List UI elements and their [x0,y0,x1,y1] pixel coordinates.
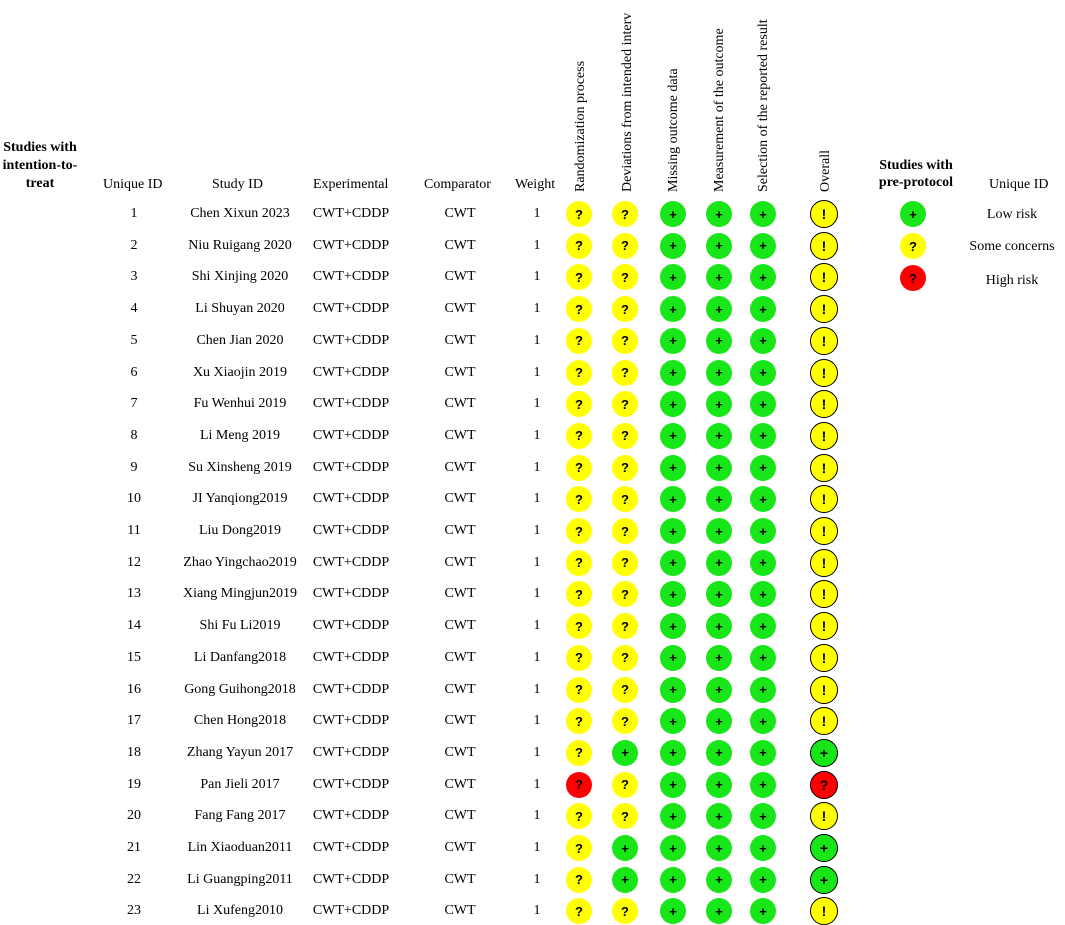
experimental-cell: CWT+CDDP [312,776,390,792]
study-id-cell: Li Xufeng2010 [197,903,283,919]
comparator-cell: CWT [444,364,476,380]
experimental-cell: CWT+CDDP [312,808,390,824]
risk-some-icon: ? [566,423,592,449]
risk-low-icon: + [706,550,732,576]
risk-low-icon: + [750,867,776,893]
unique-id-cell: 8 [130,427,138,443]
risk-some-icon: ? [566,455,592,481]
comparator-cell: CWT [444,871,476,887]
unique-id-cell: 11 [127,523,141,538]
risk-some-icon: ? [612,772,638,798]
risk-some-icon: ? [566,613,592,639]
risk-low-icon: + [706,486,732,512]
risk-some-icon: ? [612,233,638,259]
risk-low-icon: + [660,296,686,322]
risk-low-icon: + [660,233,686,259]
risk-low-icon: + [706,613,732,639]
legend-label: Low risk [986,207,1038,222]
comparator-cell: CWT [444,808,476,824]
study-id-cell: Fu Wenhui 2019 [193,396,287,412]
risk-some-icon: ? [566,233,592,259]
overall-some-icon: ! [810,200,838,228]
overall-some-icon: ! [810,422,838,450]
risk-some-icon: ? [566,898,592,924]
legend-column-header: Unique ID [989,177,1049,192]
overall-low-icon: + [810,834,838,862]
unique-id-cell: 13 [127,586,141,602]
unique-id-cell: 17 [127,713,141,729]
risk-low-icon: + [706,740,732,766]
experimental-cell: CWT+CDDP [312,681,390,697]
unique-id-cell: 9 [130,459,138,475]
experimental-cell: CWT+CDDP [312,206,390,221]
experimental-cell: CWT+CDDP [312,744,390,760]
unique-id-cell: 10 [127,491,141,507]
weight-cell: 1 [533,523,541,538]
unique-id-cell: 23 [127,903,141,919]
risk-low-icon: + [750,740,776,766]
risk-low-icon: + [660,772,686,798]
risk-some-icon: ? [566,677,592,703]
experimental-cell: CWT+CDDP [312,237,390,253]
risk-low-icon: + [660,486,686,512]
legend-some-icon: ? [900,233,926,259]
unique-id-cell: 16 [127,681,141,697]
risk-some-icon: ? [566,550,592,576]
unique-id-cell: 21 [127,840,141,855]
experimental-cell: CWT+CDDP [312,649,390,665]
risk-low-icon: + [660,803,686,829]
overall-some-icon: ! [810,454,838,482]
unique-id-cell: 2 [130,237,138,253]
risk-low-icon: + [612,867,638,893]
header-domain-selection: Selection of the reported result [756,19,771,192]
risk-some-icon: ? [566,708,592,734]
header-unique-id: Unique ID [103,177,163,192]
weight-cell: 1 [533,681,541,697]
comparator-cell: CWT [444,649,476,665]
experimental-cell: CWT+CDDP [312,586,390,602]
overall-some-icon: ! [810,359,838,387]
risk-some-icon: ? [612,803,638,829]
risk-some-icon: ? [612,898,638,924]
risk-some-icon: ? [612,391,638,417]
risk-low-icon: + [660,423,686,449]
left-title-line: intention-to- [2,158,78,173]
risk-low-icon: + [706,391,732,417]
overall-some-icon: ! [810,897,838,925]
weight-cell: 1 [533,871,541,887]
risk-low-icon: + [706,518,732,544]
risk-low-icon: + [612,740,638,766]
risk-low-icon: + [706,581,732,607]
risk-low-icon: + [750,772,776,798]
weight-cell: 1 [533,808,541,824]
comparator-cell: CWT [444,459,476,475]
overall-some-icon: ! [810,517,838,545]
risk-low-icon: + [706,201,732,227]
risk-some-icon: ? [612,423,638,449]
overall-some-icon: ! [810,676,838,704]
weight-cell: 1 [533,459,541,475]
risk-some-icon: ? [612,581,638,607]
risk-some-icon: ? [566,328,592,354]
risk-low-icon: + [660,835,686,861]
risk-low-icon: + [750,645,776,671]
left-title-line: Studies with [3,140,77,155]
risk-low-icon: + [660,391,686,417]
risk-low-icon: + [660,360,686,386]
left-title-line: treat [25,176,55,191]
risk-low-icon: + [660,740,686,766]
risk-some-icon: ? [566,835,592,861]
study-id-cell: Xiang Mingjun2019 [183,586,297,602]
overall-some-icon: ! [810,485,838,513]
risk-some-icon: ? [566,264,592,290]
header-domain-deviations: Deviations from intended interv [620,12,635,192]
risk-low-icon: + [750,677,776,703]
weight-cell: 1 [533,744,541,760]
study-id-cell: Su Xinsheng 2019 [188,459,292,475]
comparator-cell: CWT [444,523,476,538]
weight-cell: 1 [533,903,541,919]
risk-some-icon: ? [566,360,592,386]
comparator-cell: CWT [444,332,476,348]
risk-low-icon: + [660,518,686,544]
risk-low-icon: + [706,296,732,322]
risk-low-icon: + [660,898,686,924]
risk-low-icon: + [706,645,732,671]
risk-low-icon: + [706,360,732,386]
header-domain-missing: Missing outcome data [666,68,681,192]
risk-low-icon: + [706,708,732,734]
risk-some-icon: ? [612,201,638,227]
comparator-cell: CWT [444,681,476,697]
unique-id-cell: 7 [130,396,138,412]
experimental-cell: CWT+CDDP [312,554,390,570]
risk-some-icon: ? [566,867,592,893]
weight-cell: 1 [533,427,541,443]
left-title [0,139,80,193]
risk-some-icon: ? [612,360,638,386]
risk-low-icon: + [750,423,776,449]
study-id-cell: Liu Dong2019 [198,523,282,538]
experimental-cell: CWT+CDDP [312,840,390,855]
comparator-cell: CWT [444,618,476,634]
overall-some-icon: ! [810,390,838,418]
legend-label: High risk [985,273,1039,288]
weight-cell: 1 [533,840,541,855]
risk-some-icon: ? [566,201,592,227]
risk-some-icon: ? [612,296,638,322]
study-id-cell: Shi Xinjing 2020 [191,269,289,285]
risk-low-icon: + [750,391,776,417]
unique-id-cell: 6 [130,364,138,380]
risk-low-icon: + [750,360,776,386]
legend-high-icon: ? [900,265,926,291]
comparator-cell: CWT [444,713,476,729]
risk-low-icon: + [706,233,732,259]
risk-low-icon: + [660,455,686,481]
weight-cell: 1 [533,332,541,348]
risk-low-icon: + [750,328,776,354]
overall-some-icon: ! [810,263,838,291]
experimental-cell: CWT+CDDP [312,332,390,348]
risk-low-icon: + [750,518,776,544]
risk-some-icon: ? [612,645,638,671]
risk-some-icon: ? [566,518,592,544]
header-study-id: Study ID [212,177,263,192]
weight-cell: 1 [533,269,541,285]
risk-low-icon: + [750,201,776,227]
weight-cell: 1 [533,713,541,729]
experimental-cell: CWT+CDDP [312,459,390,475]
header-domain-measurement: Measurement of the outcome [712,28,727,192]
comparator-cell: CWT [444,491,476,507]
header-weight: Weight [515,177,556,192]
weight-cell: 1 [533,776,541,792]
unique-id-cell: 12 [127,554,141,570]
weight-cell: 1 [533,618,541,634]
risk-low-icon: + [706,803,732,829]
risk-some-icon: ? [566,740,592,766]
comparator-cell: CWT [444,554,476,570]
risk-some-icon: ? [566,486,592,512]
risk-low-icon: + [750,264,776,290]
unique-id-cell: 5 [130,332,138,348]
unique-id-cell: 4 [130,301,138,317]
risk-some-icon: ? [566,391,592,417]
comparator-cell: CWT [444,840,476,855]
weight-cell: 1 [533,237,541,253]
risk-some-icon: ? [612,550,638,576]
header-experimental: Experimental [313,177,389,192]
comparator-cell: CWT [444,301,476,317]
experimental-cell: CWT+CDDP [312,713,390,729]
risk-low-icon: + [750,803,776,829]
risk-low-icon: + [750,835,776,861]
comparator-cell: CWT [444,237,476,253]
study-id-cell: Zhang Yayun 2017 [186,744,294,760]
experimental-cell: CWT+CDDP [312,269,390,285]
unique-id-cell: 22 [127,871,141,887]
risk-some-icon: ? [612,708,638,734]
study-id-cell: Zhao Yingchao2019 [183,554,297,570]
study-id-cell: Niu Ruigang 2020 [188,237,292,253]
study-id-cell: Chen Hong2018 [193,713,287,729]
weight-cell: 1 [533,206,541,221]
risk-low-icon: + [750,898,776,924]
header-overall: Overall [818,150,833,192]
comparator-cell: CWT [444,206,476,221]
risk-low-icon: + [750,550,776,576]
legend-title [872,157,960,191]
risk-low-icon: + [706,898,732,924]
overall-some-icon: ! [810,327,838,355]
unique-id-cell: 20 [127,808,141,824]
study-id-cell: Li Guangping2011 [187,871,293,887]
legend-low-icon: + [900,201,926,227]
weight-cell: 1 [533,364,541,380]
risk-low-icon: + [750,581,776,607]
header-comparator: Comparator [424,177,491,192]
risk-some-icon: ? [612,486,638,512]
unique-id-cell: 15 [127,649,141,665]
study-id-cell: Fang Fang 2017 [194,808,286,824]
risk-some-icon: ? [566,645,592,671]
comparator-cell: CWT [444,776,476,792]
experimental-cell: CWT+CDDP [312,871,390,887]
study-id-cell: Chen Xixun 2023 [190,206,290,221]
risk-low-icon: + [706,772,732,798]
risk-some-icon: ? [612,455,638,481]
overall-some-icon: ! [810,295,838,323]
legend-label: Some concerns [969,239,1055,254]
risk-high-icon: ? [566,772,592,798]
risk-low-icon: + [706,264,732,290]
overall-low-icon: + [810,866,838,894]
comparator-cell: CWT [444,744,476,760]
comparator-cell: CWT [444,427,476,443]
legend-title-line: Studies with [879,158,953,173]
header-domain-randomization: Randomization process [573,60,588,192]
comparator-cell: CWT [444,903,476,919]
experimental-cell: CWT+CDDP [312,618,390,634]
legend-title-line: pre-protocol [878,175,954,190]
weight-cell: 1 [533,491,541,507]
study-id-cell: Shi Fu Li2019 [199,618,281,634]
risk-some-icon: ? [612,328,638,354]
overall-some-icon: ! [810,707,838,735]
unique-id-cell: 1 [130,206,138,221]
risk-low-icon: + [612,835,638,861]
experimental-cell: CWT+CDDP [312,903,390,919]
risk-low-icon: + [660,581,686,607]
study-id-cell: Gong Guihong2018 [184,681,296,697]
unique-id-cell: 14 [127,618,141,634]
overall-low-icon: + [810,739,838,767]
comparator-cell: CWT [444,586,476,602]
risk-low-icon: + [660,613,686,639]
experimental-cell: CWT+CDDP [312,427,390,443]
weight-cell: 1 [533,586,541,602]
risk-low-icon: + [660,264,686,290]
overall-some-icon: ! [810,580,838,608]
risk-low-icon: + [660,708,686,734]
risk-low-icon: + [750,486,776,512]
experimental-cell: CWT+CDDP [312,301,390,317]
weight-cell: 1 [533,554,541,570]
weight-cell: 1 [533,396,541,412]
experimental-cell: CWT+CDDP [312,396,390,412]
risk-some-icon: ? [612,518,638,544]
risk-low-icon: + [750,233,776,259]
risk-some-icon: ? [566,803,592,829]
risk-some-icon: ? [612,613,638,639]
risk-low-icon: + [660,645,686,671]
risk-low-icon: + [750,296,776,322]
risk-low-icon: + [660,867,686,893]
comparator-cell: CWT [444,396,476,412]
study-id-cell: Pan Jieli 2017 [200,776,280,792]
comparator-cell: CWT [444,269,476,285]
experimental-cell: CWT+CDDP [312,364,390,380]
risk-some-icon: ? [566,296,592,322]
risk-low-icon: + [750,455,776,481]
risk-low-icon: + [660,550,686,576]
study-id-cell: Xu Xiaojin 2019 [192,364,288,380]
overall-high-icon: ? [810,771,838,799]
study-id-cell: Li Meng 2019 [199,427,281,443]
unique-id-cell: 3 [130,269,138,285]
risk-low-icon: + [660,677,686,703]
study-id-cell: Lin Xiaoduan2011 [187,840,293,855]
risk-some-icon: ? [612,264,638,290]
risk-low-icon: + [706,867,732,893]
weight-cell: 1 [533,301,541,317]
risk-low-icon: + [750,613,776,639]
weight-cell: 1 [533,649,541,665]
study-id-cell: Li Danfang2018 [193,649,287,665]
risk-low-icon: + [706,328,732,354]
risk-low-icon: + [660,201,686,227]
risk-low-icon: + [706,835,732,861]
risk-low-icon: + [706,455,732,481]
study-id-cell: Chen Jian 2020 [196,332,284,348]
experimental-cell: CWT+CDDP [312,523,390,538]
study-id-cell: JI Yanqiong2019 [192,491,288,507]
overall-some-icon: ! [810,644,838,672]
overall-some-icon: ! [810,802,838,830]
risk-low-icon: + [706,423,732,449]
risk-low-icon: + [706,677,732,703]
unique-id-cell: 19 [127,776,141,792]
overall-some-icon: ! [810,612,838,640]
unique-id-cell: 18 [127,744,141,760]
overall-some-icon: ! [810,549,838,577]
study-id-cell: Li Shuyan 2020 [195,301,285,317]
risk-low-icon: + [660,328,686,354]
risk-some-icon: ? [612,677,638,703]
risk-some-icon: ? [566,581,592,607]
overall-some-icon: ! [810,232,838,260]
experimental-cell: CWT+CDDP [312,491,390,507]
risk-low-icon: + [750,708,776,734]
